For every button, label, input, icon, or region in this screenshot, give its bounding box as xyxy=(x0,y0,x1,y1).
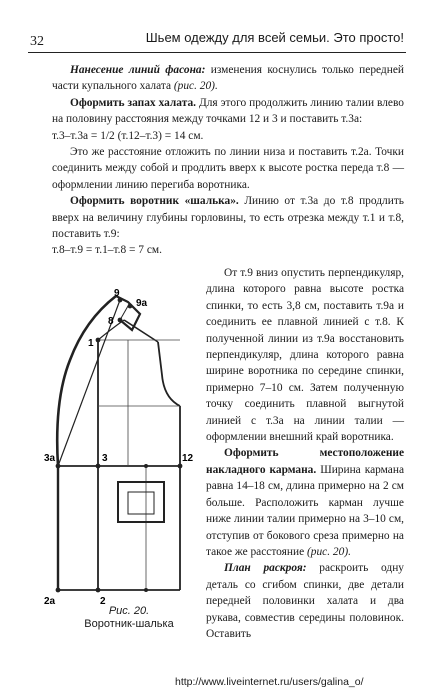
point-waist-mid xyxy=(144,464,148,468)
paragraph-2a: Это же расстояние отложить по линии низа и поставить т.2а. Точки соединить между собой и продлить вверх к высоте ростка переда т.8 — оформлении линию перегиба воротника. xyxy=(52,146,404,191)
shoulder-line xyxy=(124,320,158,342)
paragraph-style-lines xyxy=(52,62,404,95)
point-9a xyxy=(128,304,133,309)
paragraph-pocket xyxy=(206,445,404,560)
label-9: 9 xyxy=(114,288,120,299)
text-wrap: Для этого продолжить линию талии влево на половину расстояния между точками 12 и 3 и поставить т.3а: xyxy=(52,96,404,126)
text-collar: Линию от т.3а до т.8 продлить вверх на величину глубины горловины, то есть отрезка между т.1 и т.8, поставить т.9: xyxy=(52,195,404,241)
paragraph-perpendicular: От т.9 вниз опустить перпендикуляр, длина которого равна высоте ростка спинки, то есть 3,8 см, поставить т.9а и соединить ее плавной линией с т.8. К полученной линии из т.9а восстановить перпендикуляр, длина которого равна ширине воротника по середине спинки, примерно 7–10 см. Затем полученную точку соединить плавной выгнутой линией с т.3а на линии талии — оформлении внешний край воротника. xyxy=(206,267,404,444)
label-2a: 2а xyxy=(44,596,56,607)
lead-wrap: Оформить запах халата. xyxy=(70,96,196,109)
figure-ref-2: (рис. 20). xyxy=(307,545,351,558)
point-3a xyxy=(56,464,61,469)
running-title: Шьем одежду для всей семьи. Это просто! xyxy=(145,30,404,45)
label-3: 3 xyxy=(102,453,108,464)
full-width-text xyxy=(52,62,404,259)
armhole-curve xyxy=(158,342,180,406)
label-9a: 9а xyxy=(136,298,148,309)
point-hem-mid xyxy=(144,588,148,592)
point-12 xyxy=(178,464,183,469)
point-3 xyxy=(96,464,101,469)
paragraph-wrap xyxy=(52,95,404,128)
lead-collar: Оформить воротник «шалька». xyxy=(70,195,239,208)
lead-layout: План раскроя: xyxy=(224,562,307,575)
point-2 xyxy=(96,588,101,593)
right-column-text xyxy=(206,265,404,642)
paragraph-layout xyxy=(206,560,404,642)
header-rule xyxy=(28,52,406,53)
label-2: 2 xyxy=(100,596,106,607)
paragraph-collar xyxy=(52,193,404,242)
caption-number: Рис. 20. xyxy=(108,605,150,617)
label-8: 8 xyxy=(108,316,114,327)
label-1: 1 xyxy=(88,338,94,349)
page-number: 32 xyxy=(30,34,44,49)
point-1 xyxy=(96,338,101,343)
line-8-9a xyxy=(120,306,128,320)
point-8 xyxy=(118,318,123,323)
label-3a: 3а xyxy=(44,453,56,464)
formula-9: т.8–т.9 = т.1–т.8 = 7 см. xyxy=(52,244,162,257)
point-2a xyxy=(56,588,61,593)
figure-ref-1: (рис. 20). xyxy=(173,80,218,93)
text-layout: раскроить одну деталь со сгибом спинки, две детали передней половинки халата и два рукава, совместив середины половинок. Оставить xyxy=(206,562,404,640)
text-pocket: Ширина кармана равна 14–18 см, длина примерно на 2 см больше. Расположить карман лучше ниже линии талии примерно на 3–10 см, отступив от бокового среза примерно на такое же расстояние xyxy=(206,463,404,558)
pocket-rect xyxy=(118,482,164,522)
figure-caption xyxy=(64,605,194,631)
pocket-inner xyxy=(128,492,154,514)
text-style-lines: изменения коснулись только передней части купального халата xyxy=(52,64,404,93)
label-12: 12 xyxy=(182,453,194,464)
lead-pocket: Оформить местоположение накладного кармана. xyxy=(206,447,404,476)
source-url: http://www.liveinternet.ru/users/galina_o/ xyxy=(175,676,364,688)
formula-3a: т.3–т.3а = 1/2 (т.12–т.3) = 14 см. xyxy=(52,129,204,142)
collar-pattern-figure xyxy=(40,280,210,610)
caption-title: Воротник-шалька xyxy=(84,618,174,630)
lead-style-lines: Нанесение линий фасона: xyxy=(70,64,206,76)
